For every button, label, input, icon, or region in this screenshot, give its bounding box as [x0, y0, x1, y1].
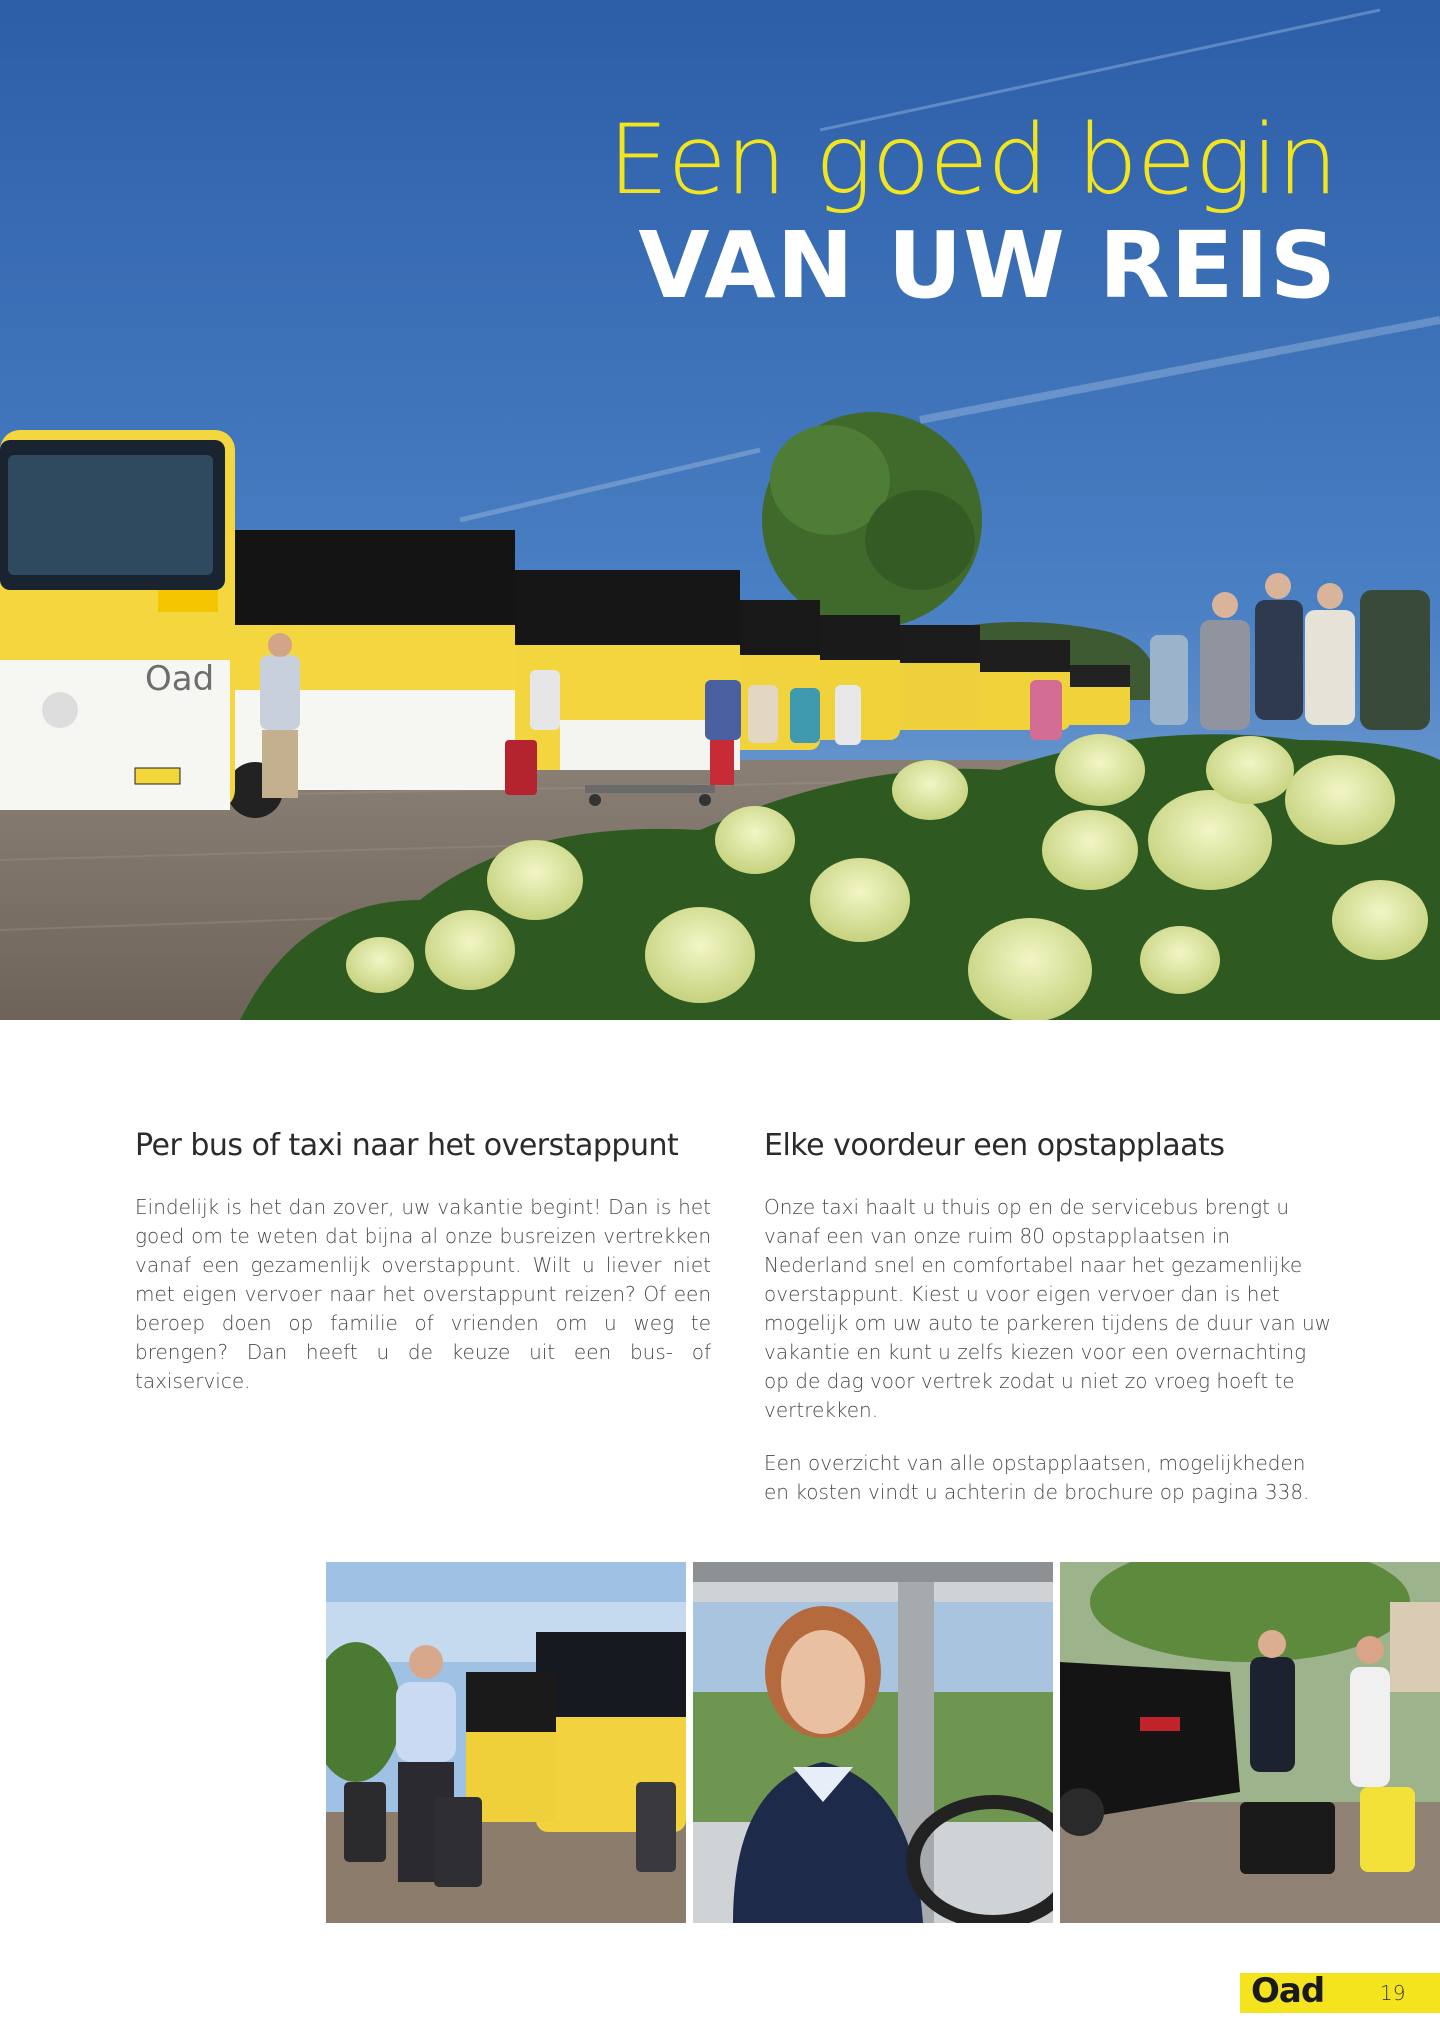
right-column-paragraph-1: Onze taxi haalt u thuis op en de servicebus brengt u vanaf een van onze ruim 80 opstapplaatsen in Nederland snel en comfortabel naar het gezamenlijke overstappunt. Kiest u voor eigen vervoer dan is het mogelijk om uw auto te parkeren tijdens de duur van uw vakantie en kunt u zelfs kiezen voor een overnachting op de dag voor vertrek zodat u niet zo vroeg hoeft te vertrekken.: [764, 1195, 1331, 1422]
left-column: [135, 1128, 711, 1420]
hero-title-line1: Een goed begin: [607, 104, 1337, 216]
bus-logo: Oad: [145, 659, 215, 699]
right-column-heading: Elke voordeur een opstapplaats: [764, 1128, 1225, 1163]
hero-title-line2: VAN UW REIS: [638, 212, 1337, 319]
hero-title: [607, 104, 1337, 319]
left-column-paragraph: Eindelijk is het dan zover, uw vakantie begint! Dan is het goed om te weten dat bijna al onze busreizen vertrekken vanaf een gezamenlijk overstappunt. Wilt u liever niet met eigen vervoer naar het overstappunt reizen? Of een beroep doen op familie of vrienden om u weg te brengen? Dan heeft u de keuze uit een bus- of taxiservice.: [135, 1195, 711, 1393]
footer-logo: Oad: [1251, 1971, 1325, 2011]
photo-couple-loading-car: [1060, 1562, 1440, 1923]
right-column: [764, 1128, 1336, 1531]
left-column-heading: Per bus of taxi naar het overstappunt: [135, 1128, 679, 1163]
photo-driver-with-suitcases: [326, 1562, 686, 1923]
page-number: 19: [1380, 1981, 1406, 2005]
photo-female-driver: [693, 1562, 1053, 1923]
right-column-paragraph-2: Een overzicht van alle opstapplaatsen, mogelijkheden en kosten vindt u achterin de brochure op pagina 338.: [764, 1451, 1310, 1504]
